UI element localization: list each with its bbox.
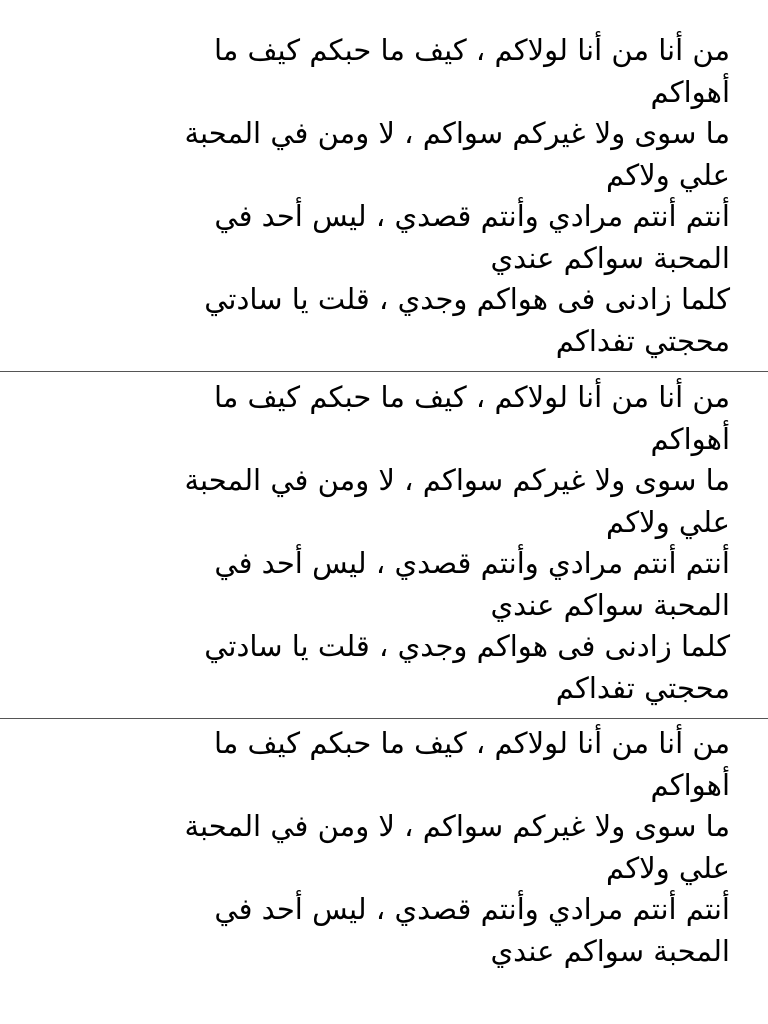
poem-line: كلما زادنى فى هواكم وجدي ، قلت يا سادتي	[204, 282, 730, 316]
poem-line: أهواكم	[650, 74, 730, 109]
poem-line: المحبة سواكم عندي	[490, 240, 730, 275]
poem-line: علي ولاكم	[606, 504, 730, 539]
poem-line: ما سوى ولا غيركم سواكم ، لا ومن في المحبة	[184, 463, 730, 497]
poem-block-2	[0, 377, 768, 709]
section-divider	[0, 371, 768, 372]
poem-line: أنتم أنتم مرادي وأنتم قصدي ، ليس أحد في	[214, 546, 730, 580]
poem-line: المحبة سواكم عندي	[490, 587, 730, 622]
poem-line: أنتم أنتم مرادي وأنتم قصدي ، ليس أحد في	[214, 199, 730, 233]
poem-block-1	[0, 30, 768, 362]
poem-line: ما سوى ولا غيركم سواكم ، لا ومن في المحبة	[184, 116, 730, 150]
poem-line: محجتي تفداكم	[555, 323, 730, 358]
poem-line: ما سوى ولا غيركم سواكم ، لا ومن في المحبة	[184, 809, 730, 843]
section-divider	[0, 718, 768, 719]
poem-line: المحبة سواكم عندي	[490, 933, 730, 968]
poem-line: من أنا من أنا لولاكم ، كيف ما حبكم كيف ما	[213, 33, 730, 67]
poem-line: علي ولاكم	[606, 850, 730, 885]
poem-block-3	[0, 723, 768, 972]
poem-line: علي ولاكم	[606, 157, 730, 192]
poem-line: أهواكم	[650, 421, 730, 456]
poem-line: أنتم أنتم مرادي وأنتم قصدي ، ليس أحد في	[214, 892, 730, 926]
poem-line: من أنا من أنا لولاكم ، كيف ما حبكم كيف ما	[213, 380, 730, 414]
poem-line: محجتي تفداكم	[555, 670, 730, 705]
poem-line: أهواكم	[650, 767, 730, 802]
poem-line: من أنا من أنا لولاكم ، كيف ما حبكم كيف ما	[213, 726, 730, 760]
poem-line: كلما زادنى فى هواكم وجدي ، قلت يا سادتي	[204, 629, 730, 663]
